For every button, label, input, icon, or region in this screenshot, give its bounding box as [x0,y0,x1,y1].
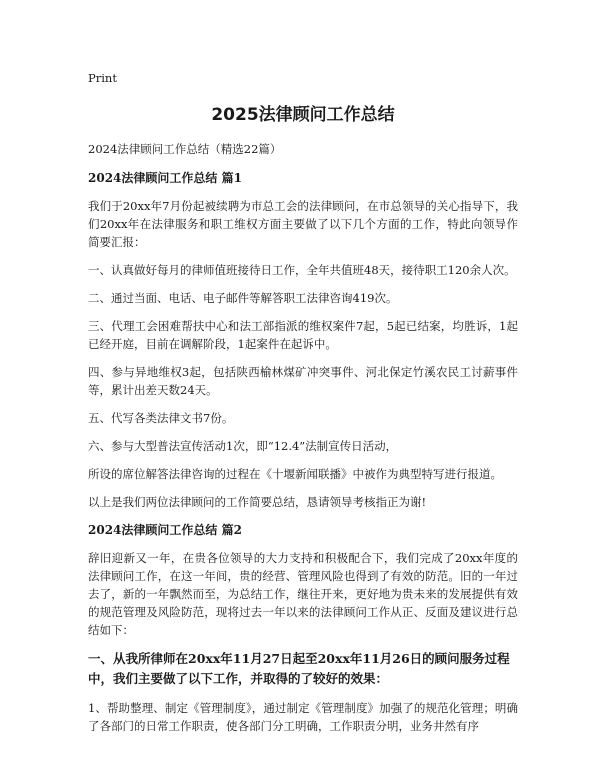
paragraph: 我们于20xx年7月份起被续聘为市总工会的法律顾问，在市总领导的关心指导下，我们20xx年在法律服务和职工维权方面主要做了以下几个方面的工作，特此向领导作简要汇报： [88,199,518,249]
paragraph: 六、参与大型普法宣传活动1次，即“12.4”法制宣传日活动， [88,439,398,453]
paragraph: 二、通过当面、电话、电子邮件等解答职工法律咨询419次。 [88,291,398,305]
paragraph: 1、帮助整理、制定《管理制度》，通过制定《管理制度》加强了的规范化管理；明确了各部门的日常工作职责，使各部门分工明确，工作职责分明，业务井然有序 [88,701,518,733]
section-1-heading: 2024法律顾问工作总结 篇1 [88,171,242,185]
document-subtitle: 2024法律顾问工作总结（精选22篇） [88,142,282,156]
section-2-subheading: 一、从我所律师在20xx年11月27日起至20xx年11月26日的顾问服务过程中，我们主要做了以下工作，并取得的了较好的效果： [88,651,510,686]
paragraph: 辞旧迎新又一年，在贵各位领导的大力支持和积极配合下，我们完成了20xx年度的法律顾问工作，在这一年间，贵的经营、管理风险也得到了有效的防范。旧的一年过去了，新的一年飘然而至，为总结工作，继往开来，更好地为贵未来的发展提供有效的规范管理及风险防范，现将过去一年以来的法律顾问工作从正、反面及建议进行总结如下： [88,551,518,637]
paragraph: 所设的席位解答法律咨询的过程在《十堰新闻联播》中被作为典型特写进行报道。 [88,467,502,481]
document-title: 2025法律顾问工作总结 [211,105,395,125]
paragraph: 四、参与异地维权3起，包括陕西榆林煤矿冲突事件、河北保定竹溪农民工讨薪事件等，累计出差天数24天。 [88,365,518,397]
paragraph: 三、代理工会困难帮扶中心和法工部指派的维权案件7起，5起已结案，均胜诉，1起已经开庭，目前在调解阶段，1起案件在起诉中。 [88,319,518,351]
paragraph: 一、认真做好每月的律师值班接待日工作，全年共值班48天，接待职工120余人次。 [88,263,516,277]
paragraph: 以上是我们两位法律顾问的工作简要总结，恳请领导考核指正为谢! [88,495,427,509]
document-page [88,70,518,745]
section-2-heading: 2024法律顾问工作总结 篇2 [88,523,242,537]
print-label[interactable]: Print [88,71,117,85]
paragraph: 五、代写各类法律文书7份。 [88,411,234,425]
